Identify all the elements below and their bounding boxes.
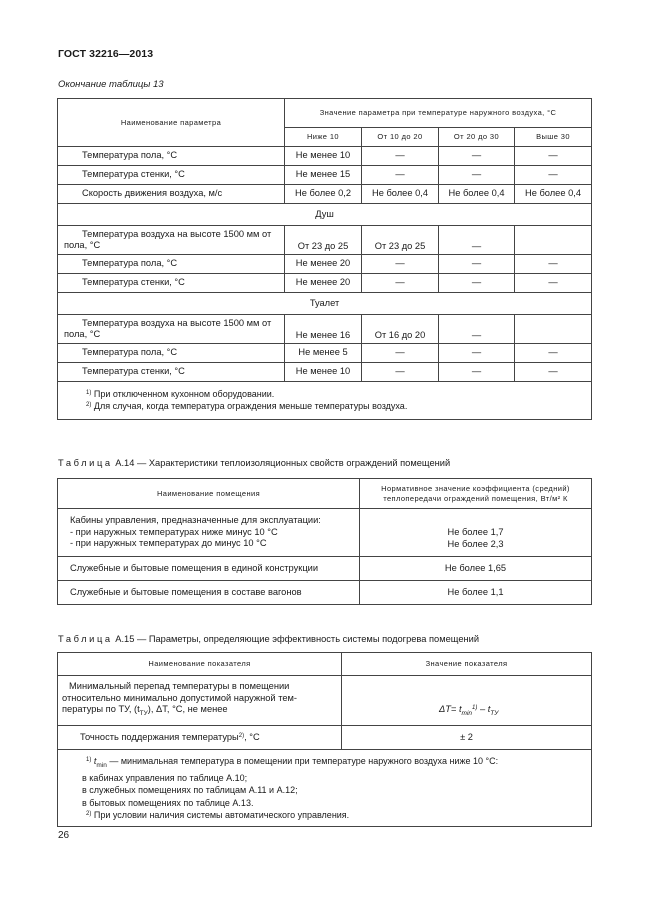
- value-cell: —: [439, 344, 515, 363]
- value-cell: От 23 до 25: [285, 226, 362, 255]
- value-cell: [515, 226, 592, 255]
- value-cell: Не более 0,4: [515, 185, 592, 204]
- footnote-text: Для случая, когда температура ограждения меньше температуры воздуха.: [93, 401, 408, 412]
- value-cell: —: [439, 147, 515, 166]
- room-cell: Служебные и бытовые помещения в единой конструкции: [58, 557, 360, 581]
- value-cell: —: [362, 274, 439, 293]
- table-row: [58, 226, 592, 255]
- param-cell: Температура воздуха на высоте 1500 мм от пола, °С: [58, 315, 285, 344]
- value-cell: Не менее 20: [285, 274, 362, 293]
- room-cell: Служебные и бытовые помещения в составе вагонов: [58, 581, 360, 605]
- param-cell: Температура стенки, °С: [58, 274, 285, 293]
- room-cell: [58, 509, 360, 557]
- table-row: [58, 676, 592, 726]
- value-cell: Не менее 5: [285, 344, 362, 363]
- value-cell: —: [439, 274, 515, 293]
- col-header-group: Значение параметра при температуре наружного воздуха, °С: [285, 99, 592, 128]
- table-row: [58, 255, 592, 274]
- value-cell: —: [439, 226, 515, 255]
- page-number: 26: [58, 830, 70, 841]
- value-cell: —: [515, 147, 592, 166]
- table-row: [58, 363, 592, 382]
- table-a15-caption: Таблица А.15 — Параметры, определяющие эффективность системы подогрева помещений: [58, 634, 480, 644]
- value-cell: От 23 до 25: [362, 226, 439, 255]
- value-cell: —: [515, 363, 592, 382]
- value-cell: —: [439, 166, 515, 185]
- value-cell: —: [362, 166, 439, 185]
- table-a14: [57, 478, 592, 605]
- value-cell: —: [515, 255, 592, 274]
- value-cell: ± 2: [342, 726, 592, 750]
- param-cell: Температура стенки, °С: [58, 363, 285, 382]
- section-heading-toilet: Туалет: [58, 293, 592, 315]
- value-cell: Не более 1,1: [360, 581, 592, 605]
- value-cell: От 16 до 20: [362, 315, 439, 344]
- table-row: [58, 274, 592, 293]
- table-row: [58, 344, 592, 363]
- value-cell: —: [362, 344, 439, 363]
- row-sub: - при наружных температурах ниже минус 10 °С: [70, 526, 278, 537]
- value-cell: —: [362, 255, 439, 274]
- table-row: [58, 581, 592, 605]
- table-row: [58, 166, 592, 185]
- subcol-header: Ниже 10: [285, 128, 362, 147]
- param-cell: Температура пола, °С: [58, 147, 285, 166]
- table-row: [58, 147, 592, 166]
- param-cell: Температура пола, °С: [58, 255, 285, 274]
- value-cell: —: [515, 166, 592, 185]
- param-cell: Температура стенки, °С: [58, 166, 285, 185]
- value-cell: —: [439, 255, 515, 274]
- value-cell: Не более 0,4: [362, 185, 439, 204]
- table-a15: [57, 652, 592, 827]
- table-row: [58, 509, 592, 557]
- section-heading-shower: Душ: [58, 204, 592, 226]
- row-sub: - при наружных температурах до минус 10 °С: [70, 538, 267, 549]
- table13-continuation-caption: Окончание таблицы 13: [58, 79, 164, 90]
- value-cell: Не менее 15: [285, 166, 362, 185]
- value-cell: —: [515, 344, 592, 363]
- table-a14-caption: Таблица А.14 — Характеристики теплоизоляционных свойств ограждений помещений: [58, 458, 451, 468]
- col-header-param: Наименование параметра: [58, 99, 285, 147]
- table-row: [58, 315, 592, 344]
- col-header-value: Значение показателя: [342, 653, 592, 676]
- value-cell: Не менее 10: [285, 147, 362, 166]
- value-cell: —: [439, 315, 515, 344]
- table-row: [58, 726, 592, 750]
- value-cell: $\Delta T= t_{min}^{1)} - t_{ТУ}$: [342, 676, 592, 726]
- value-cell: Не более 1,7 Не более 2,3: [360, 509, 592, 557]
- value-cell: Не более 0,4: [439, 185, 515, 204]
- value-cell: —: [439, 363, 515, 382]
- value-cell: Не менее 20: [285, 255, 362, 274]
- document-code: ГОСТ 32216—2013: [58, 48, 154, 60]
- col-header-indicator: Наименование показателя: [58, 653, 342, 676]
- indicator-cell: Точность поддержания температуры$^{2)}$, °С: [58, 726, 342, 750]
- table-row: [58, 557, 592, 581]
- footnote-mark: 1): [86, 390, 92, 396]
- value-cell: —: [362, 147, 439, 166]
- param-cell: Скорость движения воздуха, м/с: [58, 185, 285, 204]
- table-row: [58, 185, 592, 204]
- value-cell: [515, 315, 592, 344]
- param-cell: Температура пола, °С: [58, 344, 285, 363]
- subcol-header: От 10 до 20: [362, 128, 439, 147]
- table-footnotes: [58, 382, 592, 420]
- indicator-cell: Минимальный перепад температуры в помещении относительно минимально допустимой наружной тем- пературы по ТУ, $(t_{ТУ})$, ΔT, °С, не менее: [58, 676, 342, 726]
- table-13-continuation: [57, 98, 592, 420]
- value-cell: Не более 0,2: [285, 185, 362, 204]
- value-cell: —: [362, 363, 439, 382]
- value-cell: —: [515, 274, 592, 293]
- footnote-mark: 2): [86, 402, 92, 409]
- col-header-coefficient: Нормативное значение коэффициента (средний) теплопередачи ограждений помещения, Вт/м² К: [360, 479, 592, 509]
- subcol-header: От 20 до 30: [439, 128, 515, 147]
- value-cell: Не менее 10: [285, 363, 362, 382]
- col-header-room: Наименование помещения: [58, 479, 360, 509]
- subcol-header: Выше 30: [515, 128, 592, 147]
- value-cell: Не менее 16: [285, 315, 362, 344]
- row-title: Кабины управления, предназначенные для эксплуатации:: [70, 515, 321, 526]
- table-footnotes: $^{1)}$ $t_{min}$ — минимальная температура в помещении при температуре наружного воздуха ниже 10 °С: в кабинах управления по таблице А.10; в служебных помещениях по таблицам А.11 и А.12; в бытовых помещениях по таблице А.13. $^{2)}$ При условии наличия системы автоматического управления.: [58, 750, 592, 827]
- footnote-text: При отключенном кухонном оборудовании.: [93, 389, 275, 399]
- param-cell: Температура воздуха на высоте 1500 мм от пола, °С: [58, 226, 285, 255]
- value-cell: Не более 1,65: [360, 557, 592, 581]
